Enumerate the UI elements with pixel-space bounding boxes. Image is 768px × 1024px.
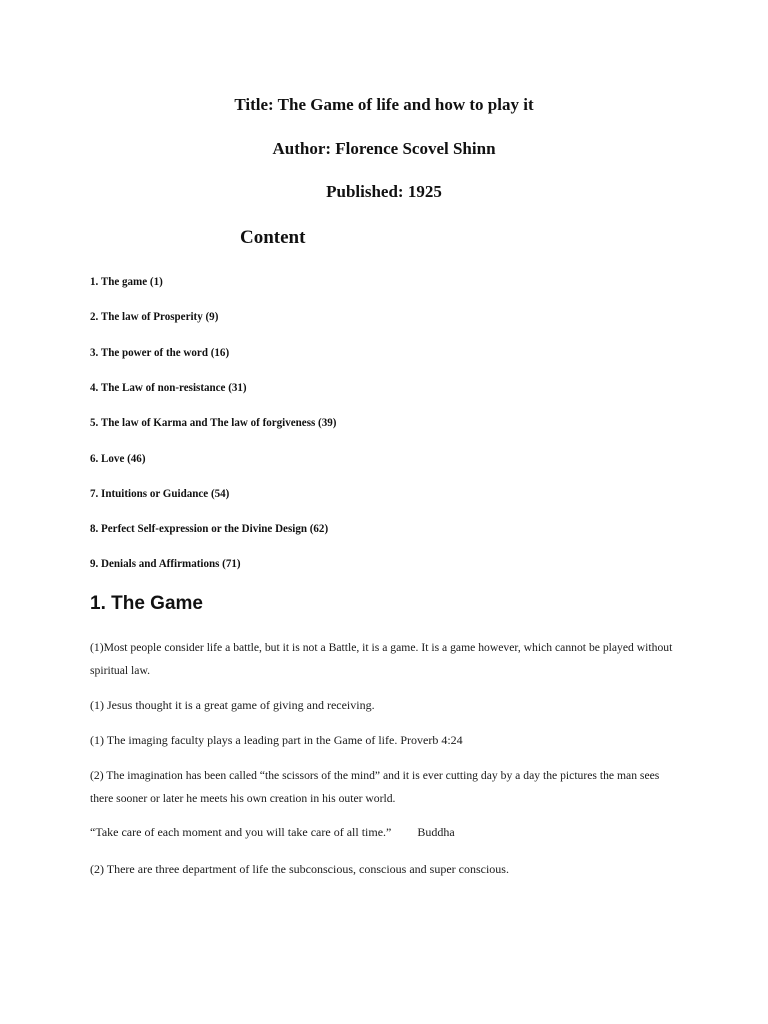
toc-item: 9. Denials and Affirmations (71) <box>90 556 241 570</box>
document-published: Published: 1925 <box>326 182 442 201</box>
document-author: Author: Florence Scovel Shinn <box>272 139 496 158</box>
toc-item: 6. Love (46) <box>90 451 146 465</box>
paragraph: (1) The imaging faculty plays a leading part in the Game of life. Proverb 4:24 <box>90 733 463 747</box>
toc-item: 2. The law of Prosperity (9) <box>90 309 219 323</box>
toc-item: 5. The law of Karma and The law of forgiveness (39) <box>90 415 337 429</box>
contents-heading: Content <box>240 227 306 248</box>
paragraph: (2) The imagination has been called “the scissors of the mind” and it is ever cutting day by a day the pictures the man sees there sooner or later he meets his own creation in his outer world. <box>90 768 660 805</box>
quote <box>90 824 455 840</box>
paragraph: (1)Most people consider life a battle, but it is not a Battle, it is a game. It is a game however, which cannot be played without spiritual law. <box>90 640 673 677</box>
toc-item: 3. The power of the word (16) <box>90 345 230 359</box>
toc-item: 7. Intuitions or Guidance (54) <box>90 486 230 500</box>
toc-item: 1. The game (1) <box>90 274 163 288</box>
section-heading: 1. The Game <box>90 593 203 614</box>
document-title: Title: The Game of life and how to play it <box>234 95 534 114</box>
quote-attribution: Buddha <box>417 825 455 839</box>
toc-item: 8. Perfect Self-expression or the Divine Design (62) <box>90 521 329 535</box>
paragraph: (1) Jesus thought it is a great game of giving and receiving. <box>90 698 375 712</box>
paragraph: (2) There are three department of life the subconscious, conscious and super conscious. <box>90 862 509 876</box>
toc-item: 4. The Law of non-resistance (31) <box>90 380 247 394</box>
quote-text: “Take care of each moment and you will take care of all time.” <box>90 825 392 839</box>
